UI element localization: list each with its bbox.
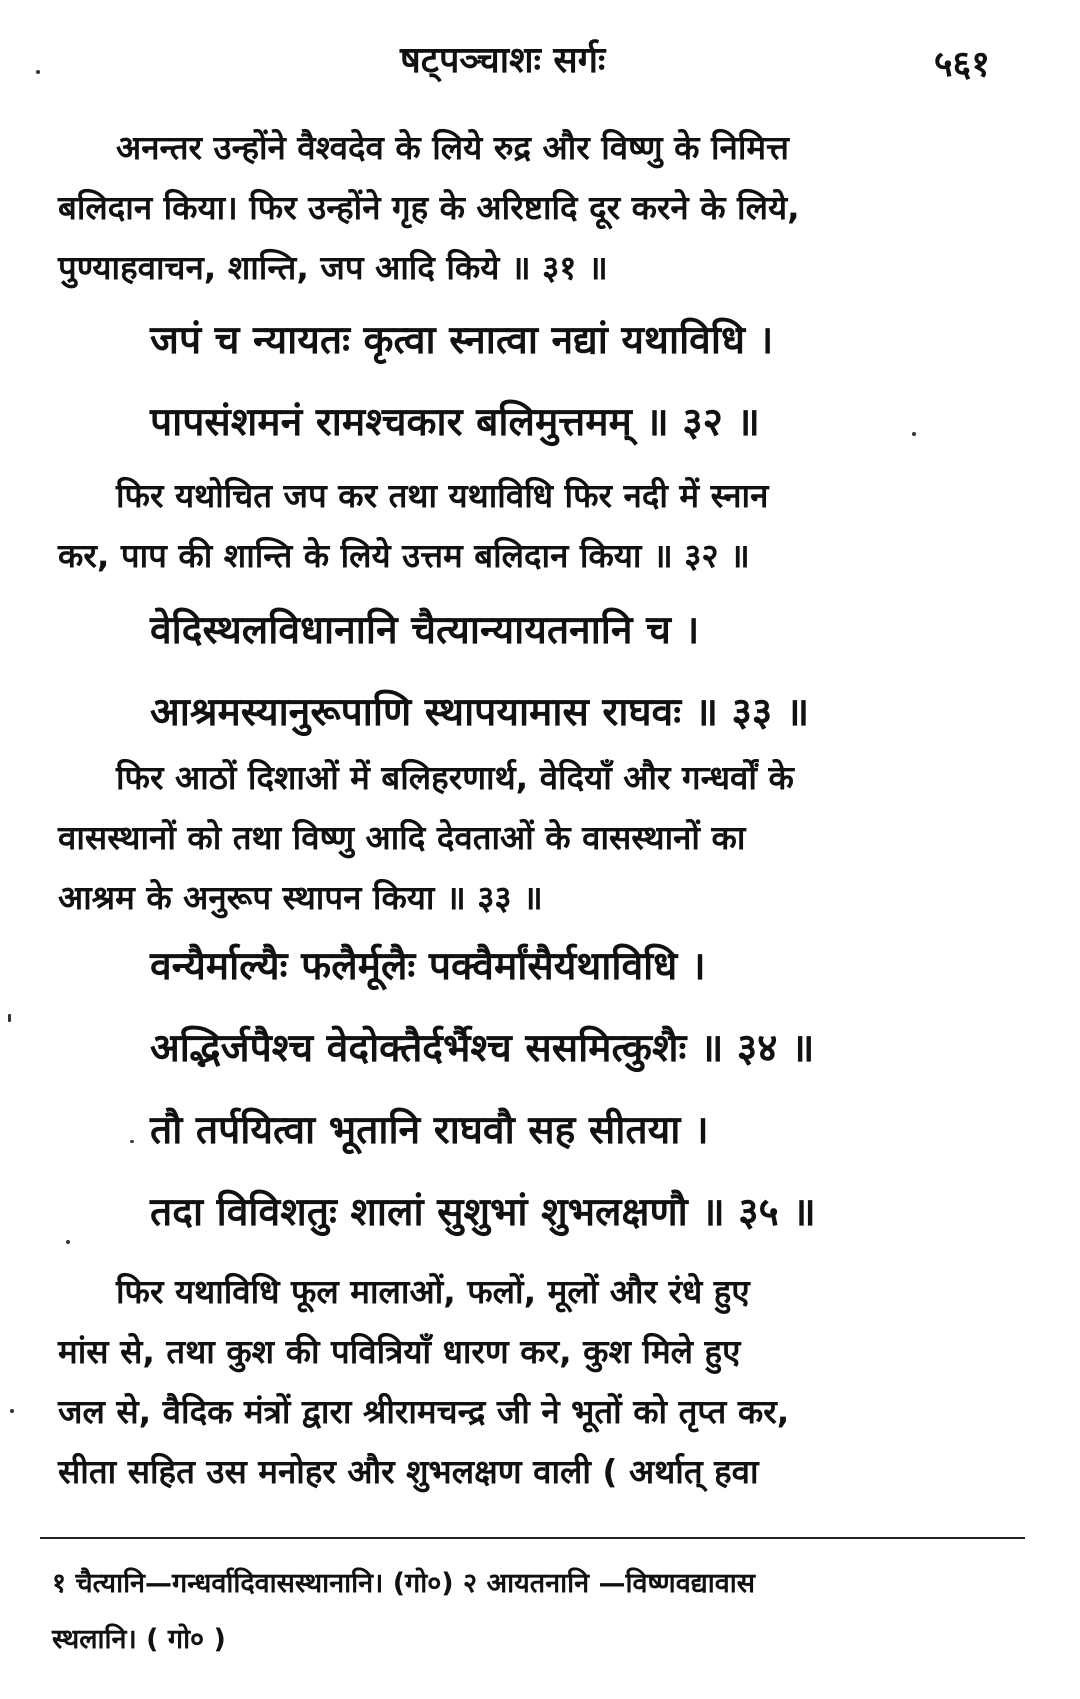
- sanskrit-verse-32: [150, 300, 1010, 464]
- text-line: अनन्तर उन्होंने वैश्वदेव के लिये रुद्र और विष्णु के निमित्त: [116, 128, 789, 167]
- footnotes: [52, 1556, 1012, 1668]
- page-number: ५६१: [933, 44, 990, 85]
- footnote-line: १ चैत्यानि—गन्धर्वादिवासस्थानानि। (गो०) २ आयतनानि —विष्णवद्यावास: [52, 1568, 755, 1599]
- verse-line: पापसंशमनं रामश्चकार बलिमुत्तमम् ॥ ३२ ॥: [150, 400, 760, 445]
- translation-paragraph-33: [58, 748, 1008, 928]
- text-line: बलिदान किया। फिर उन्होंने गृह के अरिष्टादि दूर करने के लिये,: [58, 188, 800, 227]
- verse-line: तौ तर्पयित्वा भूतानि राघवौ सह सीतया ।: [150, 1108, 709, 1153]
- text-line: सीता सहित उस मनोहर और शुभलक्षण वाली ( अर्थात् हवा: [58, 1452, 759, 1491]
- verse-line: अद्भिर्जपैश्च वेदोक्तैर्दर्भैश्च ससमित्कुशैः ॥ ३४ ॥: [150, 1026, 815, 1071]
- verse-line: आश्रमस्यानुरूपाणि स्थापयामास राघवः ॥ ३३ ॥: [150, 690, 810, 735]
- footnote-divider: [40, 1537, 1025, 1539]
- text-line: वासस्थानों को तथा विष्णु आदि देवताओं के वासस्थानों का: [58, 818, 746, 857]
- verse-line: जपं च न्यायतः कृत्वा स्नात्वा नद्यां यथाविधि ।: [150, 318, 774, 363]
- scan-speck: [36, 70, 40, 74]
- scan-speck: [8, 1014, 11, 1022]
- translation-paragraph-32: [58, 466, 1008, 586]
- scan-speck: [130, 1140, 134, 1143]
- text-line: फिर यथाविधि फूल मालाओं, फलों, मूलों और रंधे हुए: [116, 1272, 750, 1311]
- scan-speck: [66, 1240, 70, 1244]
- verse-line: वेदिस्थलविधानानि चैत्यान्यायतनानि च ।: [150, 608, 700, 653]
- verse-line: तदा विविशतुः शालां सुशुभां शुभलक्षणौ ॥ ३५ ॥: [150, 1190, 816, 1235]
- text-line: कर, पाप की शान्ति के लिये उत्तम बलिदान किया ॥ ३२ ॥: [58, 536, 750, 575]
- scan-speck: [912, 432, 916, 436]
- text-line: फिर आठों दिशाओं में बलिहरणार्थ, वेदियाँ और गन्धर्वों के: [116, 758, 794, 797]
- sanskrit-verses-34-35: [150, 926, 1010, 1254]
- footnote-line: स्थलानि। ( गो० ): [52, 1624, 226, 1655]
- running-header: [0, 34, 1080, 94]
- verse-line: वन्यैर्माल्यैः फलैर्मूलैः पक्वैर्मांसैर्यथाविधि ।: [150, 944, 706, 989]
- translation-paragraph-34-35: [58, 1262, 1008, 1502]
- text-line: मांस से, तथा कुश की पवित्रियाँ धारण कर, कुश मिले हुए: [58, 1332, 741, 1371]
- translation-paragraph-31: [58, 118, 1008, 298]
- text-line: पुण्याहवाचन, शान्ति, जप आदि किये ॥ ३१ ॥: [58, 248, 608, 287]
- scan-speck: [10, 1409, 14, 1413]
- text-line: फिर यथोचित जप कर तथा यथाविधि फिर नदी में स्नान: [116, 476, 769, 515]
- sanskrit-verse-33: [150, 590, 1010, 754]
- chapter-title: षट्पञ्चाशः सर्गः: [400, 40, 606, 81]
- text-line: जल से, वैदिक मंत्रों द्वारा श्रीरामचन्द्र जी ने भूतों को तृप्त कर,: [58, 1392, 790, 1431]
- text-line: आश्रम के अनुरूप स्थापन किया ॥ ३३ ॥: [58, 878, 543, 917]
